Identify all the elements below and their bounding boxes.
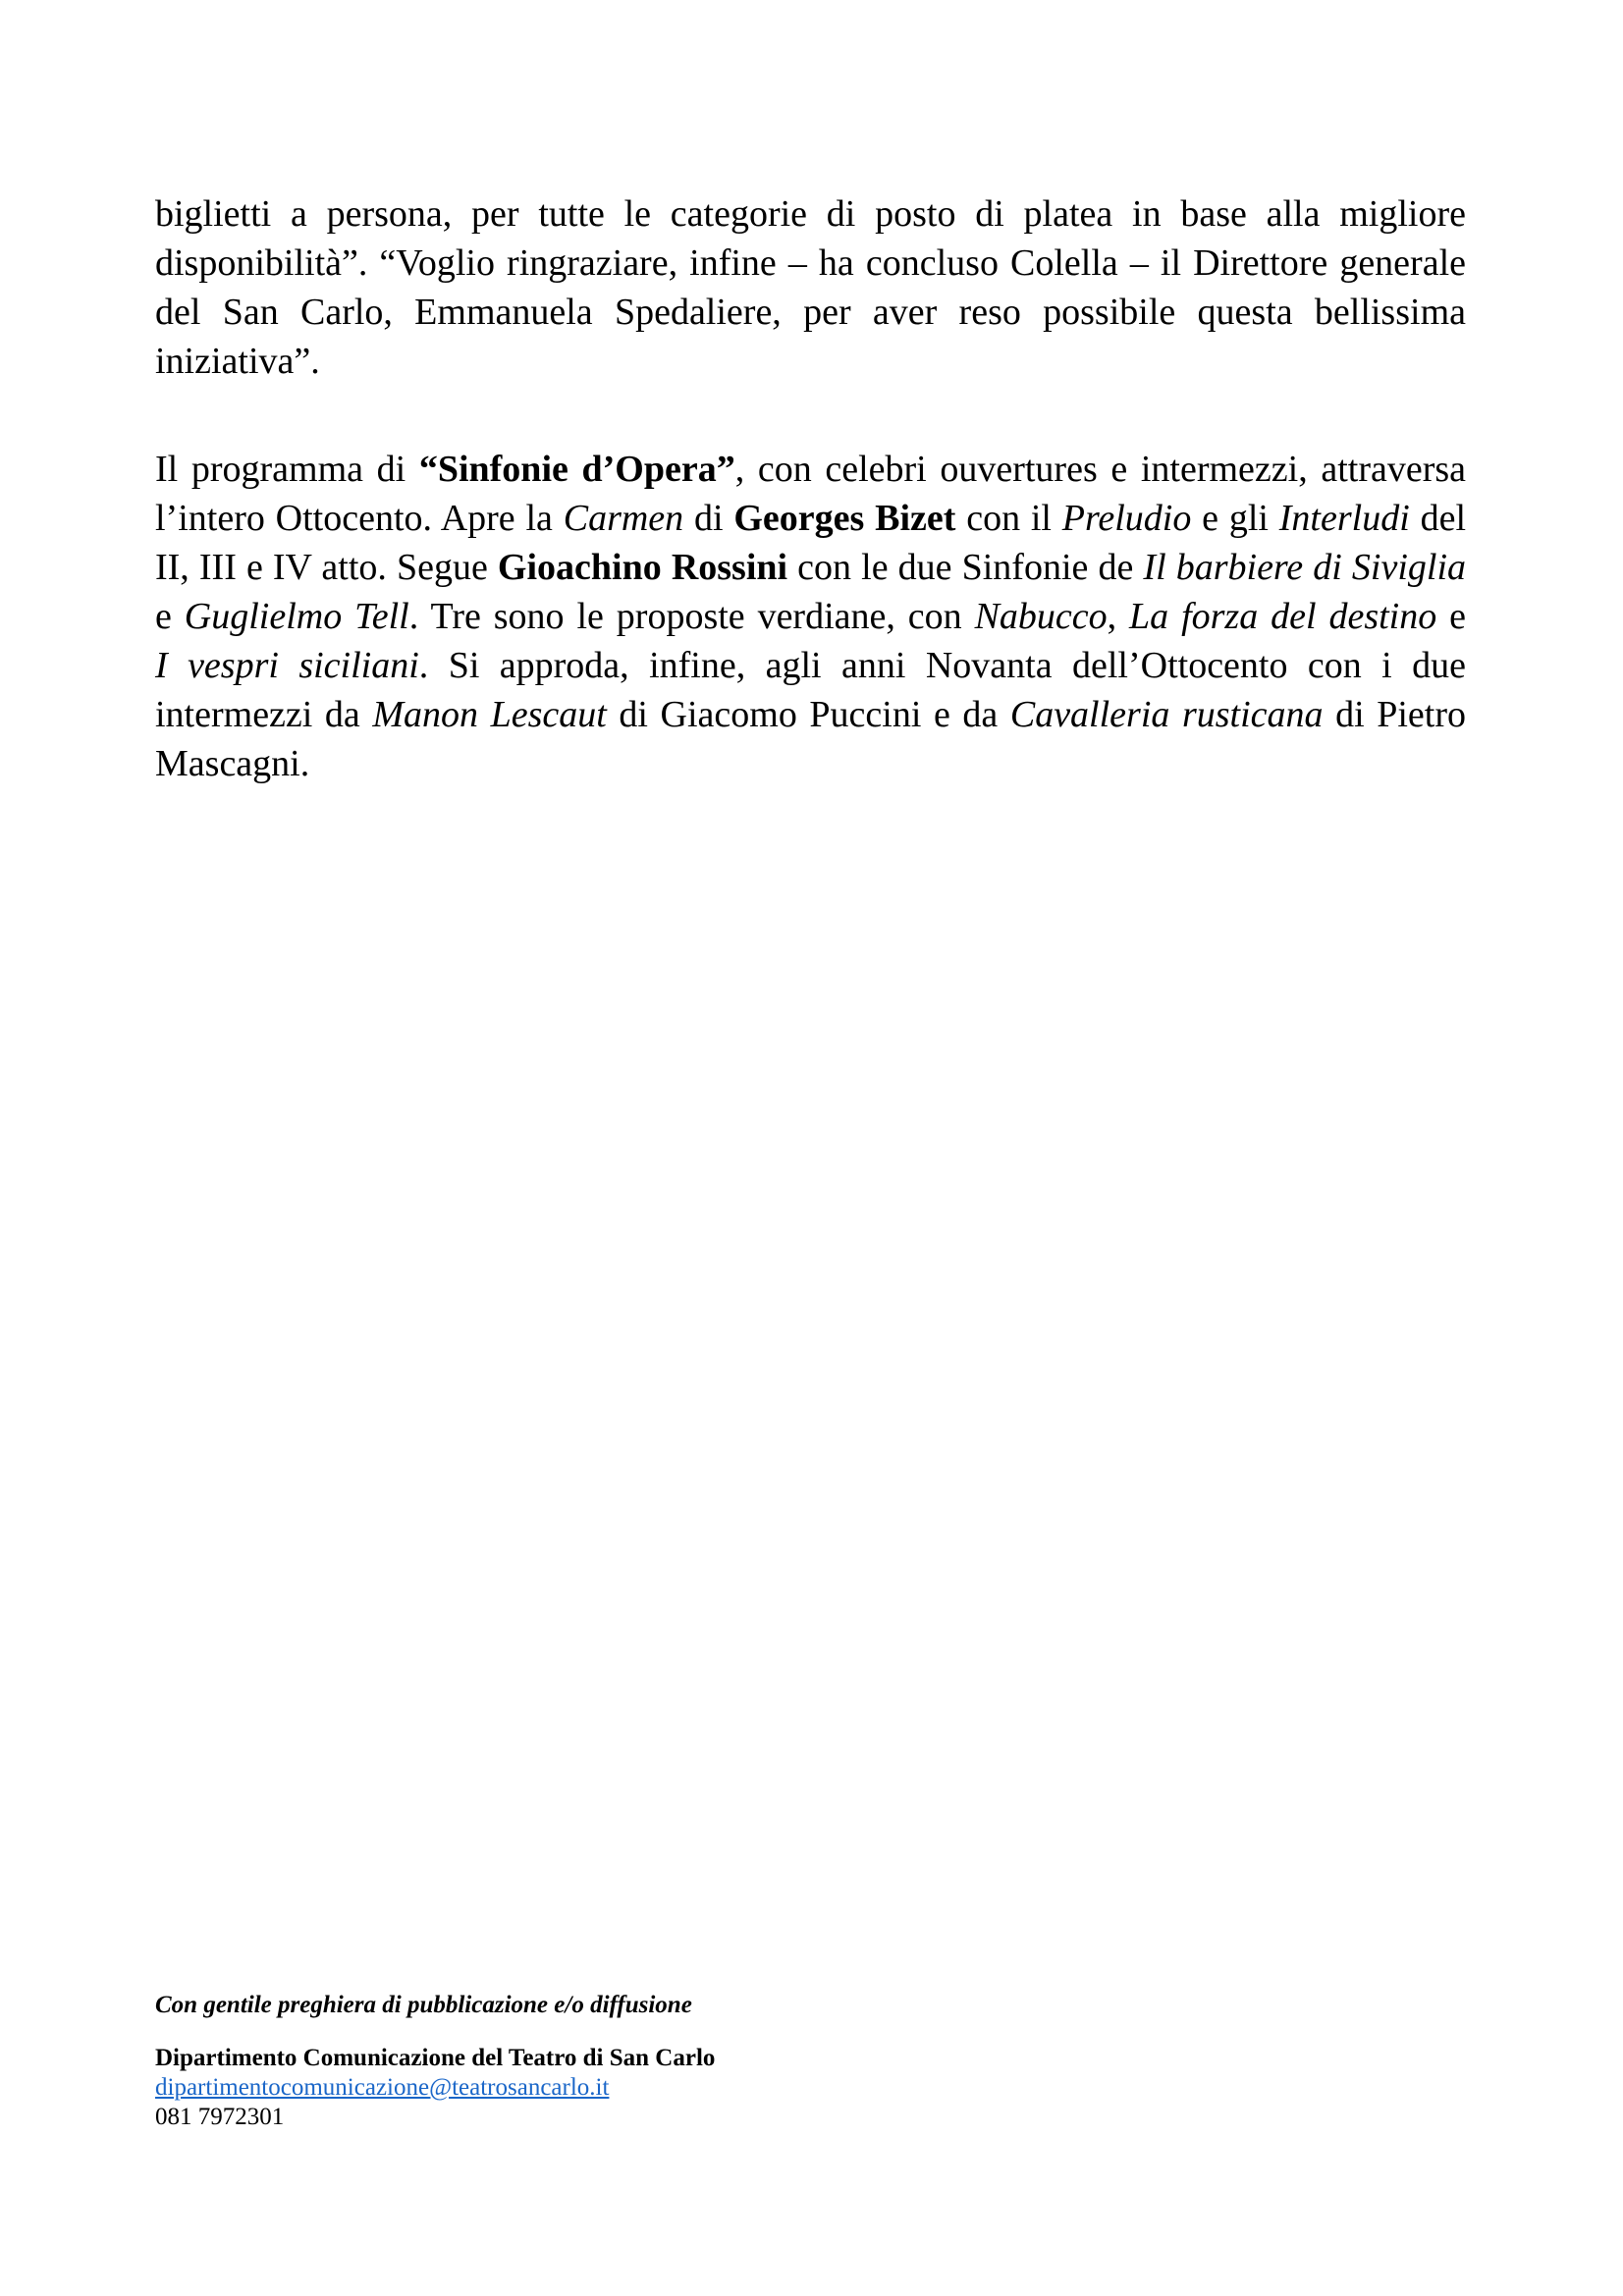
italic-text: La forza del destino — [1129, 596, 1437, 637]
text-line — [155, 288, 1466, 337]
italic-text: Interludi — [1278, 498, 1410, 539]
bold-text: Georges Bizet — [733, 498, 956, 539]
text-segment: e gli — [1191, 498, 1279, 539]
text-line — [155, 189, 1466, 239]
text-segment: . Tre sono le proposte verdiane, con — [408, 596, 975, 637]
text-segment: . Si approda, infine, agli anni Novanta dell’Ottocento con i due — [418, 645, 1466, 686]
italic-text: Nabucco — [974, 596, 1108, 637]
document-body — [155, 189, 1466, 788]
bold-text: “Sinfonie d’Opera” — [418, 449, 735, 490]
italic-text: Guglielmo Tell — [184, 596, 409, 637]
text-segment: biglietti a persona, per tutte le categorie di posto di platea in base alla migliore — [155, 193, 1466, 235]
text-segment: con le due Sinfonie de — [787, 547, 1144, 588]
email-link[interactable]: dipartimentocomunicazione@teatrosancarlo.it — [155, 2074, 610, 2101]
text-segment: e — [1436, 596, 1467, 637]
text-line — [155, 337, 1466, 386]
text-segment: iniziativa”. — [155, 341, 320, 382]
text-segment: di Giacomo Puccini e da — [606, 694, 1010, 735]
publication-request-note: Con gentile preghiera di pubblicazione e/o diffusione — [155, 1992, 692, 2018]
text-line — [155, 543, 1466, 592]
text-line — [155, 494, 1466, 543]
text-segment: Mascagni. — [155, 743, 310, 784]
text-segment: con il — [955, 498, 1062, 539]
paragraph-program — [155, 445, 1466, 788]
text-segment: di Pietro — [1323, 694, 1467, 735]
department-name: Dipartimento Comunicazione del Teatro di San Carlo — [155, 2045, 716, 2071]
text-segment: del — [1409, 498, 1466, 539]
text-segment: II, III e IV atto. Segue — [155, 547, 498, 588]
text-line — [155, 641, 1466, 690]
text-line — [155, 239, 1466, 288]
paragraph-quote-continuation — [155, 189, 1466, 386]
italic-text: Il barbiere di Siviglia — [1143, 547, 1467, 588]
italic-text: Carmen — [563, 498, 684, 539]
text-segment: Il programma di — [155, 449, 419, 490]
text-line — [155, 690, 1466, 739]
phone-number: 081 7972301 — [155, 2104, 285, 2130]
italic-text: Cavalleria rusticana — [1009, 694, 1324, 735]
italic-text: Manon Lescaut — [372, 694, 607, 735]
text-line — [155, 739, 1466, 788]
text-segment: , — [1107, 596, 1130, 637]
bold-text: Gioachino Rossini — [497, 547, 788, 588]
email-line — [155, 2073, 715, 2103]
text-segment: l’intero Ottocento. Apre la — [155, 498, 564, 539]
italic-text: I vespri siciliani — [155, 645, 419, 686]
text-line — [155, 445, 1466, 494]
footer — [155, 1991, 715, 2132]
text-line — [155, 592, 1466, 641]
text-segment: del San Carlo, Emmanuela Spedaliere, per aver reso possibile questa bellissima — [155, 292, 1466, 333]
text-segment: intermezzi da — [155, 694, 373, 735]
text-segment: e — [155, 596, 185, 637]
text-segment: , con celebri ouvertures e intermezzi, attraversa — [734, 449, 1467, 490]
italic-text: Preludio — [1061, 498, 1192, 539]
text-segment: disponibilità”. “Voglio ringraziare, infine – ha concluso Colella – il Direttore generale — [155, 242, 1466, 284]
text-segment: di — [683, 498, 734, 539]
